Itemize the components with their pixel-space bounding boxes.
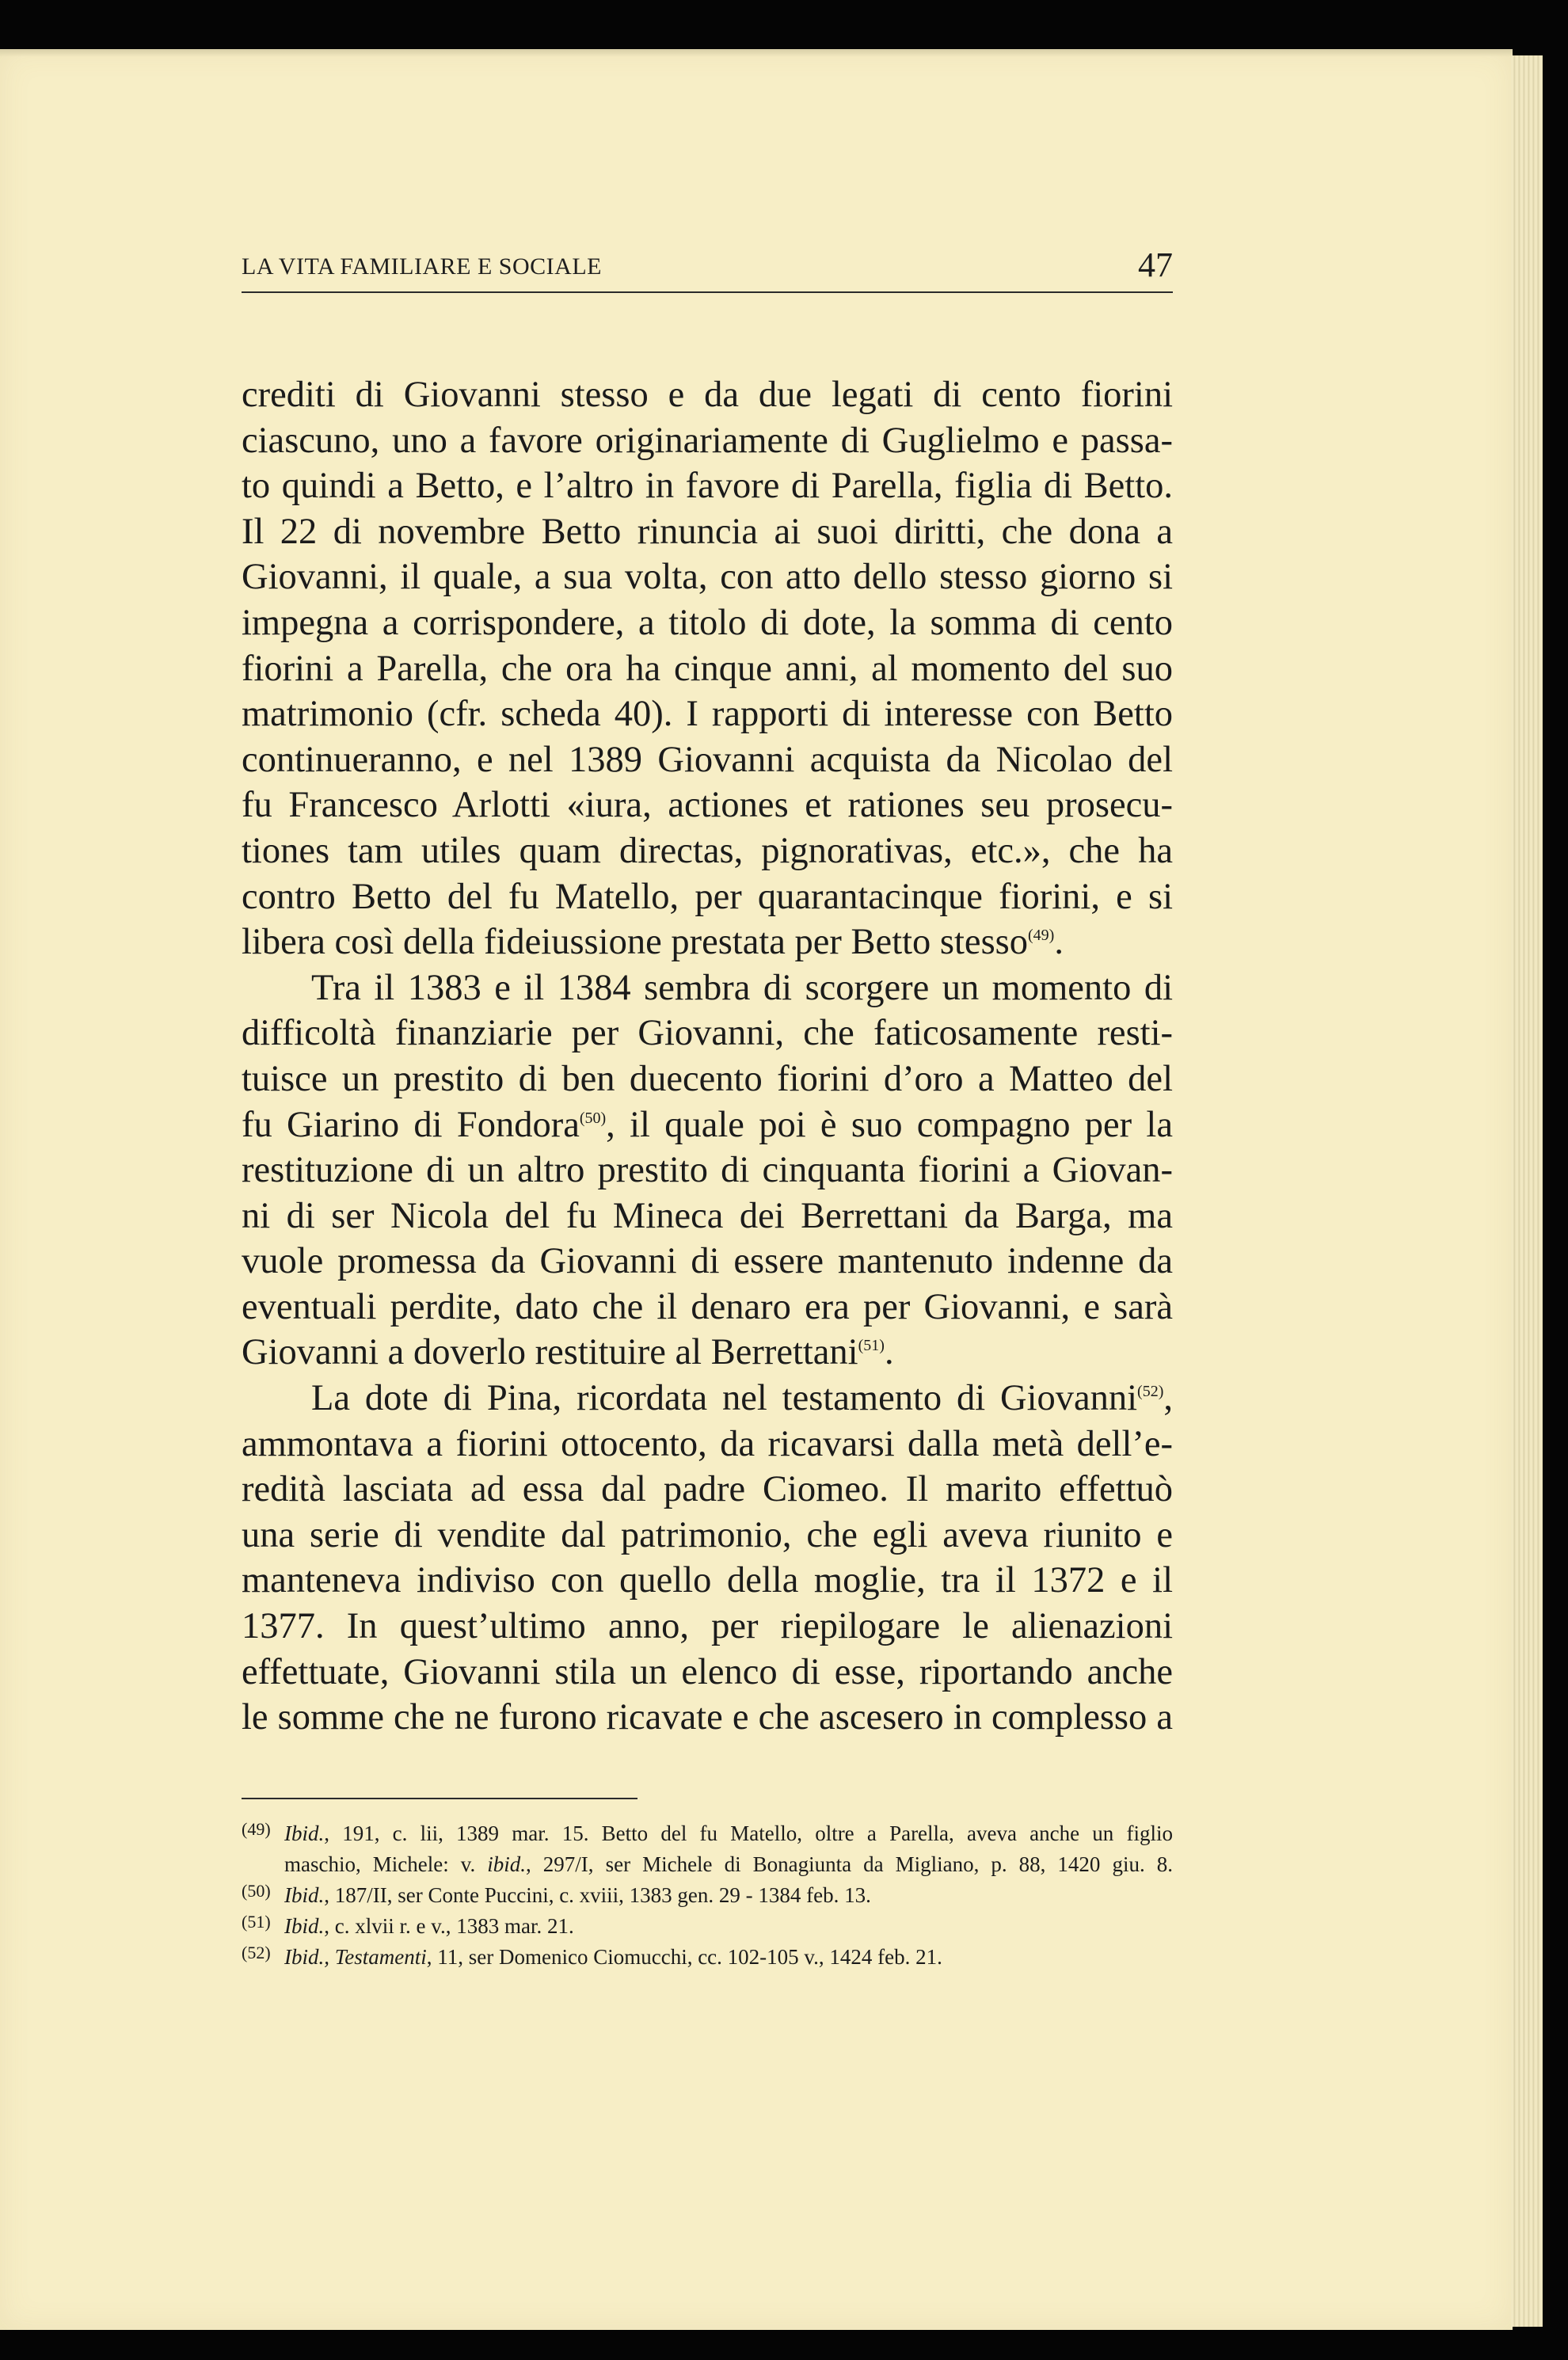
footnote-line	[284, 1880, 1173, 1911]
text-line: restituzione di un altro prestito di cinquanta fiorini a Giovan-	[242, 1150, 1173, 1191]
footnote-ref-49[interactable]: (49)	[1028, 927, 1055, 945]
text-segment: fu Giarino di Fondora	[242, 1104, 580, 1145]
footnote-number: (49)	[242, 1819, 271, 1839]
footnote-51	[242, 1911, 1173, 1942]
text-line: difficoltà finanziarie per Giovanni, che faticosamente resti-	[242, 1013, 1173, 1054]
text-line: redità lasciata ad essa dal padre Ciomeo. Il marito effettuò	[242, 1469, 1173, 1510]
footnote-ref-52[interactable]: (52)	[1137, 1383, 1164, 1401]
footnote-52	[242, 1942, 1173, 1973]
text-line: ammontava a fiorini ottocento, da ricavarsi dalla metà dell’e-	[242, 1423, 1173, 1464]
running-head: LA VITA FAMILIARE E SOCIALE	[242, 253, 602, 280]
footnote-49	[242, 1818, 1173, 1880]
text-line: Giovanni, il quale, a sua volta, con atto dello stesso giorno si	[242, 557, 1173, 598]
text-line	[242, 919, 1173, 965]
footnote-line	[284, 1818, 1173, 1849]
footnote-text: , c. xlvii r. e v., 1383 mar. 21.	[324, 1914, 574, 1938]
page-header	[242, 236, 1173, 293]
footnote-text: , 11, ser Domenico Ciomucchi, cc. 102-105 v., 1424 feb. 21.	[426, 1945, 942, 1969]
footnote-line	[284, 1942, 1173, 1973]
footnote-text: , 187/II, ser Conte Puccini, c. xviii, 1383 gen. 29 - 1384 feb. 13.	[324, 1883, 871, 1907]
text-segment: libera così della fideiussione prestata per Betto stesso	[242, 922, 1029, 963]
text-segment: , il quale poi è suo compagno per la	[606, 1104, 1173, 1145]
footnote-number: (50)	[242, 1881, 271, 1901]
text-punct: .	[1054, 922, 1064, 963]
text-line: ni di ser Nicola del fu Mineca dei Berrettani da Barga, ma	[242, 1195, 1173, 1236]
footnote-ibid: Ibid., Testamenti	[284, 1945, 427, 1969]
text-segment: Giovanni a doverlo restituire al Berrettani	[242, 1332, 858, 1373]
footnote-line	[284, 1911, 1173, 1942]
body-text	[242, 372, 1173, 1741]
text-line: fiorini a Parella, che ora ha cinque anni, al momento del suo	[242, 648, 1173, 689]
text-line: ciascuno, uno a favore originariamente di Guglielmo e passa-	[242, 420, 1173, 461]
text-line: tuisce un prestito di ben duecento fiorini d’oro a Matteo del	[242, 1058, 1173, 1099]
text-line: tiones tam utiles quam directas, pignorativas, etc.», che ha	[242, 830, 1173, 871]
text-punct: ,	[1163, 1378, 1173, 1419]
text-line: Il 22 di novembre Betto rinuncia ai suoi diritti, che dona a	[242, 511, 1173, 552]
footnote-50	[242, 1880, 1173, 1911]
footnote-text: maschio, Michele: v.	[284, 1852, 488, 1876]
text-line: le somme che ne furono ricavate e che ascesero in complesso a	[242, 1697, 1173, 1738]
text-line: Tra il 1383 e il 1384 sembra di scorgere un momento di	[311, 967, 1173, 1008]
text-line	[242, 1102, 1173, 1148]
footnote-ibid: Ibid.	[284, 1821, 325, 1845]
footnote-text: , 191, c. lii, 1389 mar. 15. Betto del fu Matello, oltre a Parella, aveva anche un figlio	[324, 1821, 1173, 1845]
page-number: 47	[1138, 246, 1173, 284]
footnote-number: (51)	[242, 1912, 271, 1932]
footnote-ref-51[interactable]: (51)	[858, 1337, 885, 1355]
text-line: to quindi a Betto, e l’altro in favore di Parella, figlia di Betto.	[242, 466, 1173, 507]
page-top-shadow	[0, 49, 1513, 57]
text-line: 1377. In quest’ultimo anno, per riepilogare le alienazioni	[242, 1606, 1173, 1647]
footnote-ibid: ibid.	[487, 1852, 527, 1876]
text-punct: .	[884, 1332, 894, 1373]
text-line: contro Betto del fu Matello, per quarantacinque fiorini, e si	[242, 876, 1173, 917]
footnote-divider	[242, 1798, 637, 1799]
footnote-ref-50[interactable]: (50)	[579, 1109, 607, 1127]
text-segment: La dote di Pina, ricordata nel testamento di Giovanni	[311, 1378, 1138, 1419]
text-line: continueranno, e nel 1389 Giovanni acquista da Nicolao del	[242, 739, 1173, 780]
page-edges	[1511, 55, 1543, 2327]
text-line: impegna a corrispondere, a titolo di dote, la somma di cento	[242, 602, 1173, 643]
text-line: fu Francesco Arlotti «iura, actiones et rationes seu prosecu-	[242, 785, 1173, 826]
text-line: eventuali perdite, dato che il denaro era per Giovanni, e sarà	[242, 1286, 1173, 1327]
text-line: una serie di vendite dal patrimonio, che egli aveva riunito e	[242, 1514, 1173, 1555]
text-line: vuole promessa da Giovanni di essere mantenuto indenne da	[242, 1241, 1173, 1282]
footnote-text: , 297/I, ser Michele di Bonagiunta da Migliano, p. 88, 1420 giu. 8.	[526, 1852, 1173, 1876]
text-line: effettuate, Giovanni stila un elenco di esse, riportando anche	[242, 1651, 1173, 1692]
text-line: crediti di Giovanni stesso e da due legati di cento fiorini	[242, 375, 1173, 415]
footnotes	[242, 1818, 1173, 1973]
text-line: manteneva indiviso con quello della moglie, tra il 1372 e il	[242, 1560, 1173, 1601]
text-line	[242, 1376, 1173, 1422]
text-line	[242, 1330, 1173, 1376]
footnote-ibid: Ibid.	[284, 1883, 325, 1907]
footnote-number: (52)	[242, 1943, 271, 1962]
footnote-line	[284, 1849, 1173, 1880]
text-line: matrimonio (cfr. scheda 40). I rapporti di interesse con Betto	[242, 694, 1173, 735]
footnote-ibid: Ibid.	[284, 1914, 325, 1938]
